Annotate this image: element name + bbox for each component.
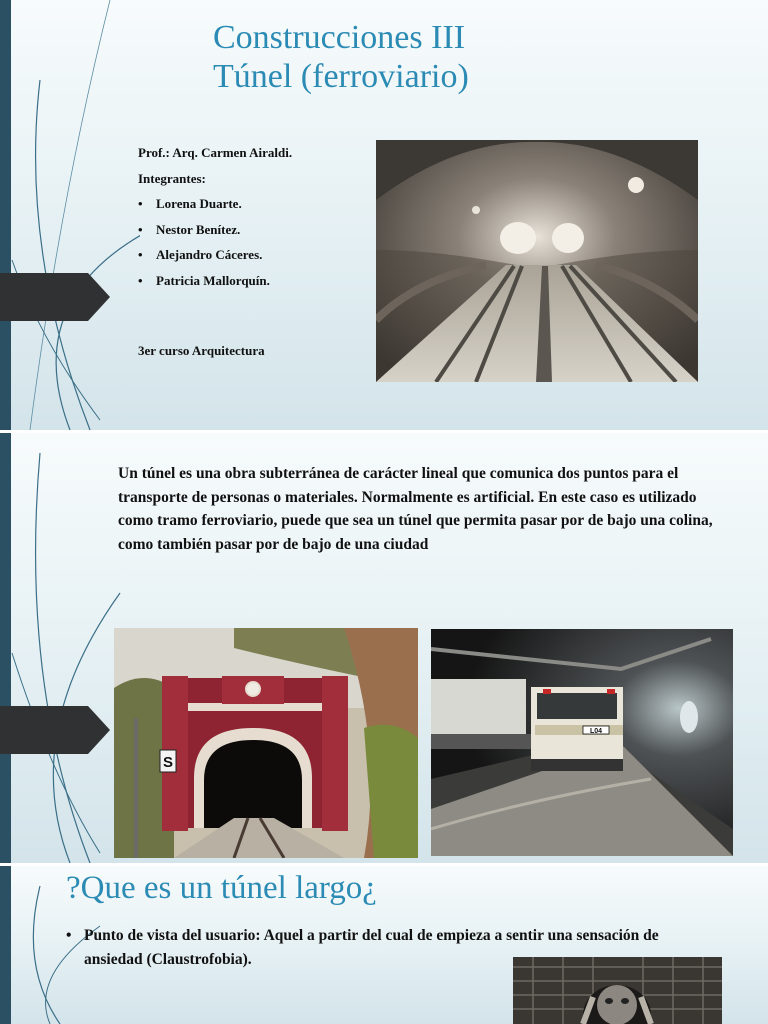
course-line: 3er curso Arquitectura xyxy=(138,343,265,358)
tunnel-interior-photo xyxy=(376,140,698,382)
members-list xyxy=(138,191,292,293)
tunnel-construction-photo xyxy=(431,629,733,856)
slide-1 xyxy=(0,0,768,430)
tunnel-portal-photo xyxy=(114,628,418,858)
bullet-dot: • xyxy=(66,927,72,944)
slide-title xyxy=(213,18,469,96)
title-line-1: Construcciones III xyxy=(213,19,466,56)
credits-block xyxy=(138,140,292,293)
locomotive-label: L04 xyxy=(589,728,603,735)
bullet-text: Punto de vista del usuario: Aquel a partir del cual de empieza a sentir una sensación de ansiedad (Claustrofobia). xyxy=(84,927,659,968)
tunnel-definition-text: Un túnel es una obra subterránea de carácter lineal que comunica dos puntos para el transporte de personas o materiales. Normalmente es artificial. En este caso es utilizado como tramo ferroviario, puede que sea un túnel que permita pasar por de bajo una colina, como también pasar por de bajo de una ciudad xyxy=(118,465,713,553)
arrow-tab xyxy=(0,706,110,754)
member-item: • Patricia Mallorquín. xyxy=(138,268,292,294)
claustrophobia-photo xyxy=(513,957,722,1024)
members-label: Integrantes: xyxy=(138,170,206,186)
member-item: • Alejandro Cáceres. xyxy=(138,242,292,268)
slide-3-title: ?Que es un túnel largo¿ xyxy=(66,870,377,906)
slide-3 xyxy=(0,866,768,1024)
title-line-2: Túnel (ferroviario) xyxy=(213,58,469,96)
signal-sign-letter: S xyxy=(162,754,174,771)
decorative-swirl-lines xyxy=(0,0,140,430)
member-item: • Lorena Duarte. xyxy=(138,191,292,217)
professor-line: Prof.: Arq. Carmen Airaldi. xyxy=(138,145,293,160)
member-item: • Nestor Benítez. xyxy=(138,217,292,243)
arrow-tab xyxy=(0,273,110,321)
